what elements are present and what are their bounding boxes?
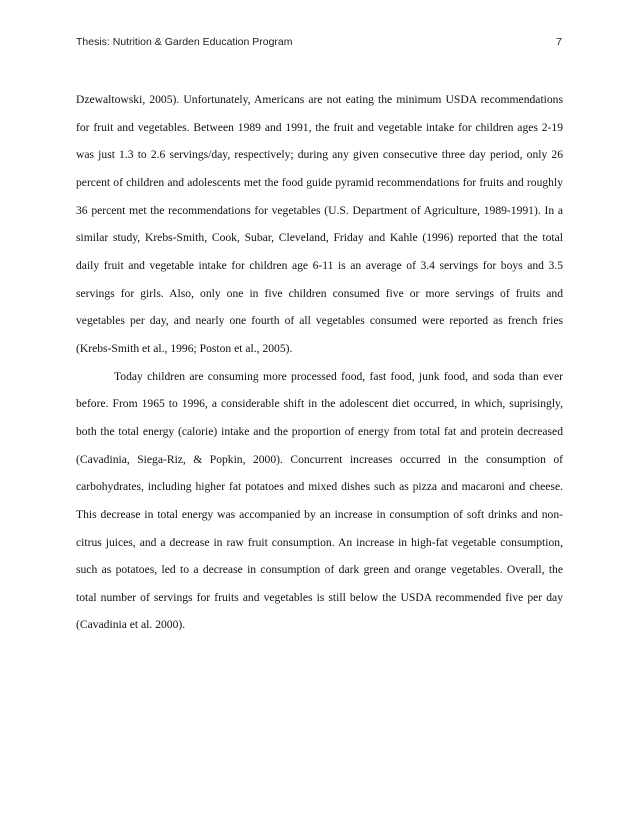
paragraph-continued: Dzewaltowski, 2005). Unfortunately, Americans are not eating the minimum USDA recommendations for fruit and vegetables. Between 1989 and 1991, the fruit and vegetable intake for children ages 2-19 was just 1.3 to 2.6 servings/day, respectively; during any given consecutive three day period, only 26 percent of children and adolescents met the food guide pyramid recommendations for fruits and roughly 36 percent met the recommendations for vegetables (U.S. Department of Agriculture, 1989-1991). In a similar study, Krebs-Smith, Cook, Subar, Cleveland, Friday and Kahle (1996) reported that the total daily fruit and vegetable intake for children age 6-11 is an average of 3.4 servings for boys and 3.5 servings for girls. Also, only one in five children consumed five or more servings of fruits and vegetables per day, and nearly one fourth of all vegetables consumed were reported as french fries (Krebs-Smith et al., 1996; Poston et al., 2005). [76, 93, 563, 355]
running-header [76, 36, 562, 52]
paragraph-processed-food: Today children are consuming more processed food, fast food, junk food, and soda than ever before. From 1965 to 1996, a considerable shift in the adolescent diet occurred, in which, suprisingly, both the total energy (calorie) intake and the proportion of energy from total fat and protein decreased (Cavadinia, Siega-Riz, & Popkin, 2000). Concurrent increases occurred in the consumption of carbohydrates, including higher fat potatoes and mixed dishes such as pizza and macaroni and cheese. This decrease in total energy was accompanied by an increase in consumption of soft drinks and non-citrus juices, and a decrease in raw fruit consumption. An increase in high-fat vegetable consumption, such as potatoes, led to a decrease in consumption of dark green and orange vegetables. Overall, the total number of servings for fruits and vegetables is still below the USDA recommended five per day (Cavadinia et al. 2000). [76, 369, 563, 632]
body-text [76, 86, 563, 639]
header-title: Thesis: Nutrition & Garden Education Program [76, 36, 293, 48]
page-number: 7 [556, 36, 562, 48]
